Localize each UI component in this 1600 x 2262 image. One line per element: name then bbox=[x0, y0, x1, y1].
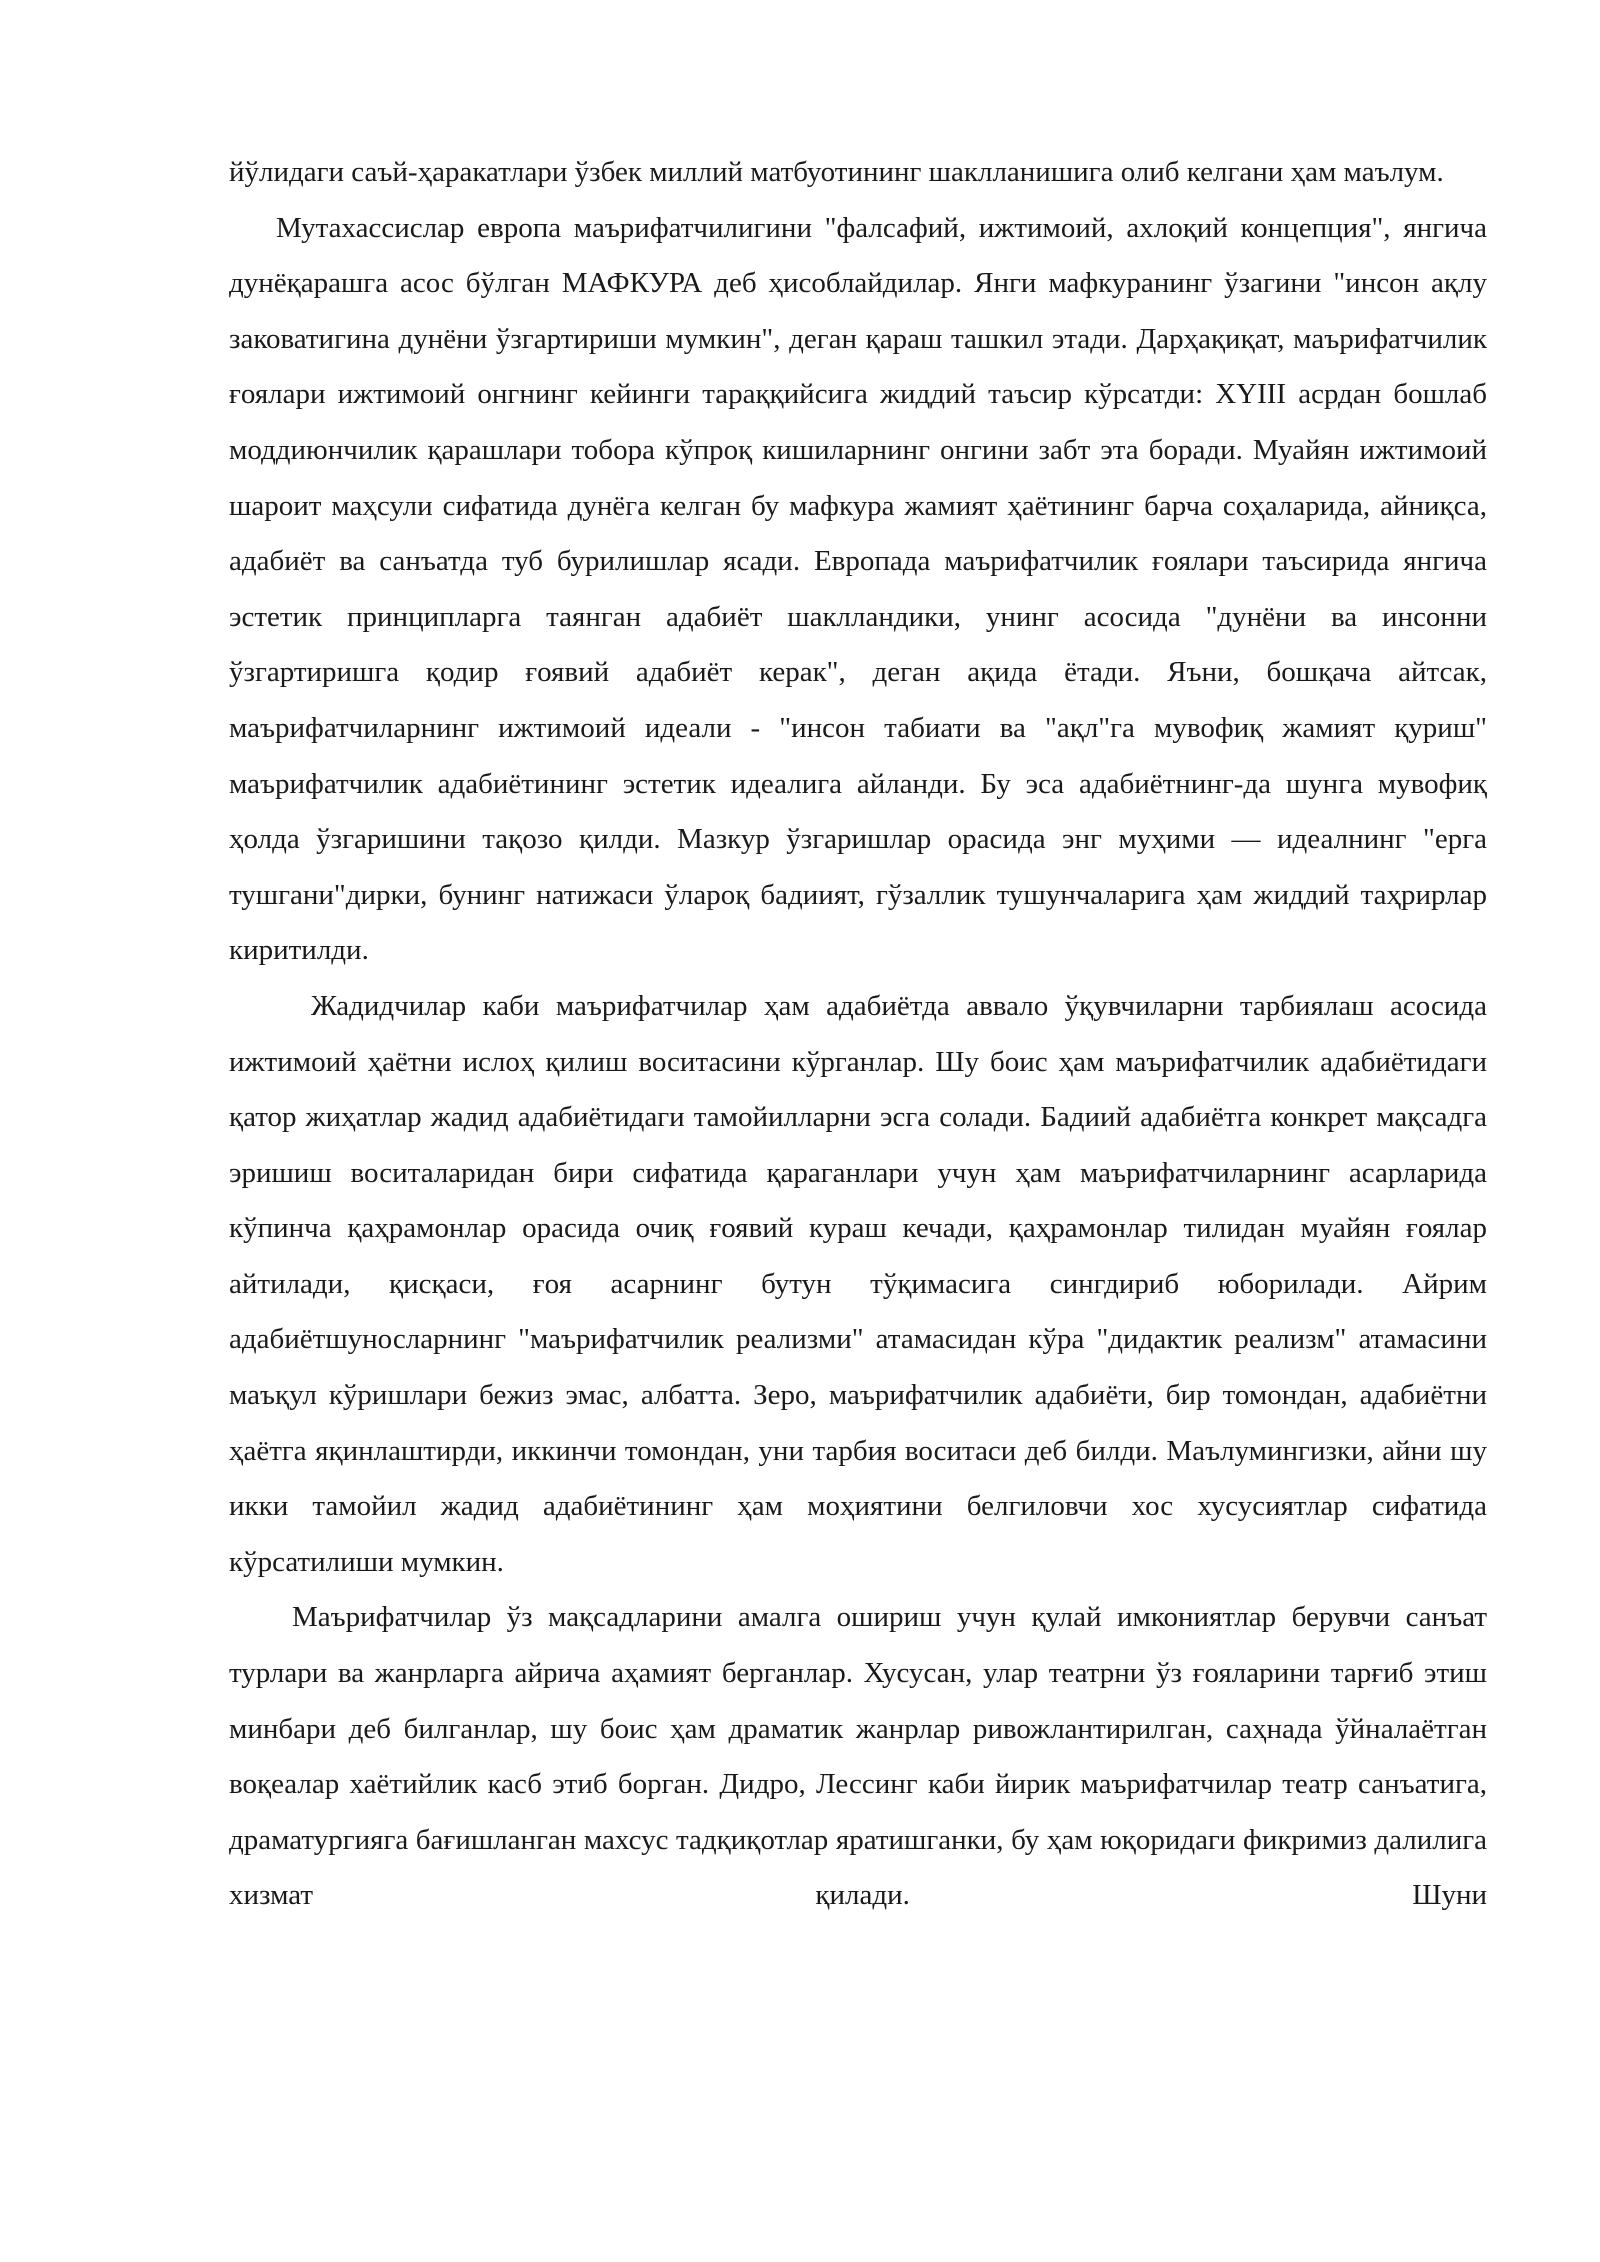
paragraph-2: Мутахассислар европа маърифатчилигини "фалсафий, ижтимоий, ахлоқий концепция", янгича дунёқарашга асос бўлган МАФКУРА деб ҳисоблайдилар. Янги мафкуранинг ўзагини "инсон ақлу заковатигина дунёни ўзгартириши мумкин", деган қараш ташкил этади. Дарҳақиқат, маърифатчилик ғоялари ижтимоий онгнинг кейинги тараққийсига жиддий таъсир кўрсатди: XYIII асрдан бошлаб моддиюнчилик қарашлари тобора кўпроқ кишиларнинг онгини забт эта боради. Муайян ижтимоий шароит маҳсули сифатида дунёга келган бу мафкура жамият ҳаётининг барча соҳаларида, айниқса, адабиёт ва санъатда туб бурилишлар ясади. Европада маърифатчилик ғоялари таъсирида янгича эстетик принципларга таянган адабиёт шаклландики, унинг асосида "дунёни ва инсонни ўзгартиришга қодир ғоявий адабиёт керак", деган ақида ётади. Яъни, бошқача айтсак, маърифатчиларнинг ижтимоий идеали - "инсон табиати ва "ақл"га мувофиқ жамият қуриш" маърифатчилик адабиётининг эстетик идеалига айланди. Бу эса адабиётнинг-да шунга мувофиқ ҳолда ўзгаришини тақозо қилди. Мазкур ўзгаришлар орасида энг муҳими — идеалнинг "ерга тушгани"дирки, бунинг натижаси ўлароқ бадиият, гўзаллик тушунчаларига ҳам жиддий таҳрирлар киритилди. bbox=[229, 211, 1487, 967]
paragraph-1: йўлидаги саъй-ҳаракатлари ўзбек миллий матбуотининг шаклланишига олиб келгани ҳам маълум. bbox=[229, 156, 1444, 188]
paragraph-4: Маърифатчилар ўз мақсадларини амалга ошириш учун қулай имкониятлар берувчи санъат турлари ва жанрларга айрича аҳамият берганлар. Хусусан, улар театрни ўз ғояларини тарғиб этиш минбари деб билганлар, шу боис ҳам драматик жанрлар ривожлантирилган, саҳнада ўйналаётган воқеалар хаётийлик касб этиб борган. Дидро, Лессинг каби йирик маърифатчилар театр санъатига, драматургияга бағишланган махсус тадқиқотлар яратишганки, бу ҳам юқоридаги фикримиз далилига хизмат қилади. Шуни bbox=[229, 1601, 1487, 1912]
document-body bbox=[229, 145, 1487, 1924]
paragraph-3: Жадидчилар каби маърифатчилар ҳам адабиётда аввало ўқувчиларни тарбиялаш асосида ижтимоий ҳаётни ислоҳ қилиш воситасини кўрганлар. Шу боис ҳам маърифатчилик адабиётидаги қатор жиҳатлар жадид адабиётидаги тамойилларни эсга солади. Бадиий адабиётга конкрет мақсадга эришиш воситаларидан бири сифатида қараганлари учун ҳам маърифатчиларнинг асарларида кўпинча қаҳрамонлар орасида очиқ ғоявий кураш кечади, қаҳрамонлар тилидан муайян ғоялар айтилади, қисқаси, ғоя асарнинг бутун тўқимасига сингдириб юборилади. Айрим адабиётшуносларнинг "маърифатчилик реализми" атамасидан кўра "дидактик реализм" атамасини маъқул кўришлари бежиз эмас, албатта. Зеро, маърифатчилик адабиёти, бир томондан, адабиётни ҳаётга яқинлаштирди, иккинчи томондан, уни тарбия воситаси деб билди. Маълумингизки, айни шу икки тамойил жадид адабиётининг ҳам моҳиятини белгиловчи хос хусусиятлар сифатида кўрсатилиши мумкин. bbox=[229, 989, 1487, 1578]
